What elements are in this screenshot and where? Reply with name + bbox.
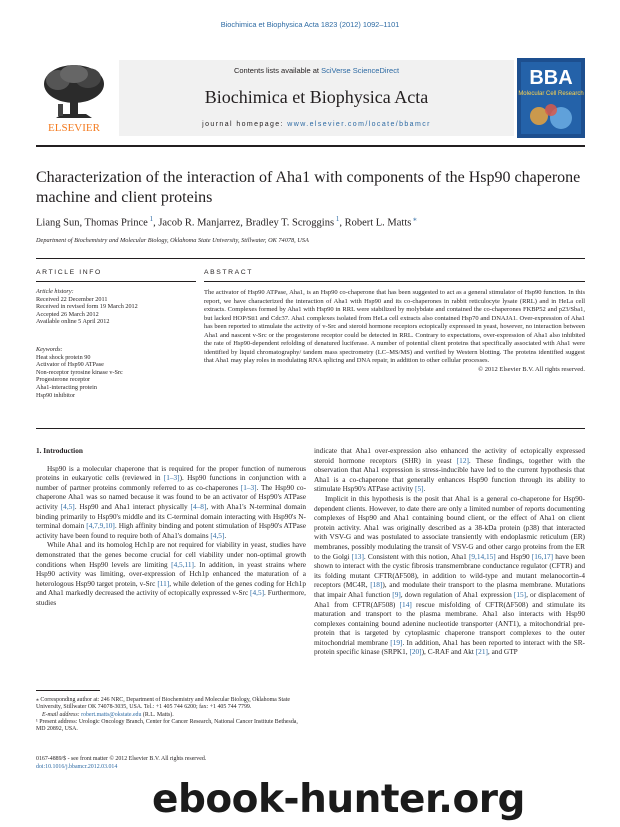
keywords-label: Keywords: (36, 346, 63, 353)
abstract-copyright: © 2012 Elsevier B.V. All rights reserved. (478, 365, 585, 373)
citation-link[interactable]: [19] (390, 637, 403, 647)
citation-link[interactable]: [18] (370, 580, 383, 590)
author-name[interactable]: Liang Sun (36, 217, 80, 229)
history-line: Accepted 26 March 2012 (36, 310, 99, 318)
keyword: Non-receptor tyrosine kinase v-Src (36, 368, 123, 376)
citation-link[interactable]: [14] (399, 599, 412, 609)
history-line: Available online 5 April 2012 (36, 318, 110, 326)
text-run: have been shown to interact with the cystic fibrosis transmembrane conductance regulator (CFTR) and its folding mutant CFTR(ΔF508), in addition to wild-type and mutant melanocortin-4 receptors (MC4R, (314, 551, 585, 590)
citation-link[interactable]: [21] (475, 647, 488, 657)
text-run: indicate that Aha1 over-expression also enhanced the activity of ectopically expressed steroid hormone receptors (SHR) in yeast (314, 446, 585, 465)
citation-link[interactable]: [11] (157, 578, 170, 588)
citation-link[interactable]: [1–3] (163, 473, 180, 483)
citation-link[interactable]: [4,5] (60, 501, 75, 511)
elsevier-wordmark: ELSEVIER (48, 122, 100, 134)
text-run: , and GTP (487, 647, 518, 657)
citation-link[interactable]: [5] (415, 484, 424, 494)
text-run: , while deletion of the genes coding for Hch1p and Aha1 markedly decreased the activity of ectopically expressed v-Src (36, 578, 306, 598)
front-matter (36, 756, 206, 771)
doi-link[interactable]: doi:10.1016/j.bbamcr.2012.03.014 (36, 763, 118, 770)
keyword: Aha1-interacting protein (36, 383, 97, 391)
author-footnote-mark[interactable]: 1 (147, 215, 154, 223)
author-list: Liang Sun, Thomas Prince $^1$, Jacob R. Manjarrez, Bradley T. Scroggins $^1$, Robert L. Matts ⁎ (36, 215, 417, 229)
watermark: ebook-hunter.org (152, 777, 525, 822)
article-info-heading: ARTICLE INFO (36, 269, 102, 276)
issn-line: 0167-4889/$ - see front matter © 2012 Elsevier B.V. All rights reserved. (36, 756, 207, 762)
text-run: . In addition, Aha1 has been reported to interact with the SR-protein specific kinase (SRPK1, (314, 637, 585, 657)
keyword: Heat shock protein 90 (36, 353, 91, 361)
corresponding-author-note: ⁎ Corresponding author at: 246 NRC, Department of Biochemistry and Molecular Biology, Oklahoma State University, Stillwater OK 74078-3035, USA. Tel.: +1 405 744 6200; fax: +1 405 744 7799. (36, 697, 291, 711)
text-run: ), and modulate their transport to the plasma membrane. Mutations that impair Aha1 function (314, 580, 585, 599)
paragraph (36, 464, 306, 541)
text-run: ), C-RAF and Akt (421, 647, 476, 657)
email-suffix: (R.L. Matts). (141, 711, 174, 718)
paragraph (36, 540, 306, 607)
email-note (36, 712, 306, 719)
abstract-text: The activator of Hsp90 ATPase, Aha1, is an Hsp90 co-chaperone that has been suggested to act as a general stimulator of Hsp90 function. In this report, we have characterized the interaction of Aha1 with Hsp90 and its co-chaperones in rabbit reticulocyte lysate (RRL) and in HeLa cell extracts. Complexes formed by Aha1 with Hsp90 in RRL were stabilized by molybdate and contained the co-chaperones FKBP52 and p23/Sba1, but lacked HOP/Sti1 and Cdc37. Aha1 complexes isolated from HeLa cell extracts also contained Hsp70 and DNAJA1. Over-expression of Aha1 has been reported to stimulate the activity of v-Src and steroid hormone receptors ectopically expressed in yeast, however, no interaction between Aha1 and nascent v-Src or the progesterone receptor could be detected in RRL. Contrary to expectations, over-expression of Aha1 also inhibited the rate of Hsp90-dependent refolding of denatured luciferase. A number of potential client proteins that specifically associated with Aha1 were identified by liquid chromatography/ tandem mass spectrometry (LC–MS/MS) and verified by Western blotting. The proteins identified suggest that Aha1 may play roles in modulating RNA splicing and DNA repair, in addition to other cellular processes. (204, 289, 585, 364)
journal-citation[interactable]: Biochimica et Biophysica Acta 1823 (2012) 1092–1101 (220, 20, 400, 29)
paragraph (314, 494, 585, 657)
text-run: While Aha1 and its homolog Hch1p are not required for viability in yeast, studies have demonstrated that the genes become crucial for cell viability under non-optimal growth conditions when Hsp90 levels are limiting (36, 540, 306, 569)
journal-masthead (36, 58, 585, 138)
text-run: . In addition, in yeast strains where Hsp90 activity was limiting, over-expression of Hch1p enhanced the maturation of a heterologous Hsp90 target protein, v-Src (36, 559, 306, 588)
citation-link[interactable]: [9,14,15] (468, 551, 496, 561)
body-left-column (36, 446, 306, 608)
text-run: Hsp90 is a molecular chaperone that is required for the proper function of numerous proteins in eukaryotic cells (reviewed in (36, 463, 306, 483)
keyword: Progesterone receptor (36, 376, 91, 384)
article-history (36, 288, 196, 326)
sciverse-link[interactable]: SciVerse ScienceDirect (321, 66, 400, 75)
text-run: . Furthermore, studies (36, 588, 306, 607)
abstract-rule (204, 281, 585, 282)
title-rule (36, 258, 585, 259)
text-run: , or displacement of Aha1 from CFTR(ΔF508) (314, 589, 585, 609)
abstract-heading: ABSTRACT (204, 269, 254, 276)
abstract-bottom-rule (36, 428, 585, 429)
citation-link[interactable]: [4,5,11] (171, 559, 194, 569)
homepage-prefix: journal homepage: (202, 121, 288, 128)
history-line: Received 22 December 2011 (36, 295, 108, 303)
journal-info-box (119, 60, 514, 136)
affiliation: Department of Biochemistry and Molecular Biology, Oklahoma State University, Stillwater, OK 74078, USA (36, 237, 309, 244)
citation-link[interactable]: [15] (513, 589, 527, 599)
abstract (204, 289, 585, 374)
contents-prefix: Contents lists available at (233, 66, 322, 75)
cover-bba-text: BBA (529, 67, 573, 89)
history-label: Article history: (36, 288, 74, 295)
text-run: , with Aha1's N-terminal domain binding primarily to Hsp90's middle and its C-terminal domain interacting with Hsp90's N-terminal domain (36, 501, 306, 531)
citation-link[interactable]: [12] (456, 455, 469, 465)
citation-link[interactable]: [1–3] (240, 482, 257, 492)
author-name[interactable]: Bradley T. Scroggins (245, 217, 335, 229)
text-run: . High affinity binding and potent stimulation of Hsp90's ATPase activity have been found to require both of Aha1's domains (36, 521, 306, 540)
body-right-column (314, 446, 585, 657)
author-name[interactable]: Jacob R. Manjarrez (158, 217, 241, 229)
author-footnote-mark[interactable]: 1 (334, 215, 340, 223)
present-address-note: ¹ Present address: Urologic Oncology Branch, Center for Cancer Research, National Cancer Institute Bethesda, MD 20892, USA. (36, 718, 298, 733)
author-footnote-mark[interactable]: ⁎ (411, 215, 417, 223)
citation-link[interactable]: [4,5] (250, 588, 265, 598)
text-run: rescue misfolding of CFTR(ΔF508) and stimulate its maturation and transport to the plasma membrane. Aha1 also interacts with Hsp90 complexes containing bound adenine nucleotide transporter (ANT1), a mitochondrial pre-protein that is targeted by cytoplasmic chaperone transport complexes to the outer mitochondrial membrane (314, 599, 585, 647)
cover-subtitle: Molecular Cell Research (518, 91, 584, 97)
text-run: . Hsp90 and Aha1 interact physically (74, 501, 191, 511)
article-title: Characterization of the interaction of Aha1 with components of the Hsp90 chaperone machine and client proteins (36, 169, 581, 206)
keyword: Hsp90 inhibitor (36, 391, 76, 399)
elsevier-tree-logo (36, 60, 112, 136)
keywords (36, 346, 196, 399)
homepage-link[interactable]: www.elsevier.com/locate/bbamcr (287, 121, 431, 128)
history-line: Received in revised form 19 March 2012 (36, 303, 138, 311)
citation-link[interactable]: [9] (392, 589, 401, 599)
journal-cover-image (517, 58, 585, 138)
text-run: Implicit in this hypothesis is the posit that Aha1 is a general co-chaperone for Hsp90-dependent clients. However, to date there are only a limited number of reports documenting complexes of Hsp90 and Aha1 containing bound client, or the effect of Aha1 on client protein activity. Aha1 was originally described as a 38-kDa protein (p38) that interacted with VSV-G and was postulated to associate transiently with endoplasmic reticulum (ER) membranes, possibly modulating the transit of VSV-G and other cargo proteins from the ER to the Golgi (314, 493, 585, 561)
journal-name: Biochimica et Biophysica Acta (204, 87, 429, 107)
email-link[interactable]: robert.matts@okstate.edu (81, 711, 142, 718)
email-label: E-mail address: (42, 711, 82, 718)
citation-link[interactable]: [13] (351, 551, 364, 561)
citation-link[interactable]: [4,5] (210, 530, 225, 540)
journal-homepage (119, 121, 514, 128)
text-run: . Consistent with this notion, Aha1 (363, 551, 469, 561)
citation-link[interactable]: [4,7,9,10] (86, 521, 115, 531)
text-run: . (224, 530, 227, 540)
text-run: . The Hsp90 co-chaperone Aha1 was so named because it was found to be an activator of Hsp90's ATPase activity (36, 482, 306, 511)
author-name[interactable]: Robert L. Matts (344, 217, 412, 229)
text-run: and Hsp90 (495, 551, 532, 561)
footnotes (36, 697, 306, 733)
paragraph (314, 446, 585, 494)
text-run: , down regulation of Aha1 expression (400, 589, 514, 599)
citation-link[interactable]: [4–8] (190, 501, 207, 511)
masthead-rule (36, 145, 585, 147)
keyword: Activator of Hsp90 ATPase (36, 361, 104, 369)
author-name[interactable]: Thomas Prince (84, 217, 148, 229)
citation-link[interactable]: [16,17] (531, 551, 554, 561)
citation-link[interactable]: [20] (409, 647, 422, 657)
article-info-rule (36, 281, 196, 282)
footnote-rule (36, 690, 100, 691)
text-run: ). Hsp90 functions in conjunction with a number of partner proteins commonly referred to as co-chaperones (36, 473, 306, 492)
text-run: . These findings, together with the observation that Aha1 expression is stress-inducible have led to the current hypothesis that Aha1 is a co-chaperone that generally enhances Hsp90 function through its ability to stimulate Hsp90's ATPase activity (314, 455, 585, 494)
contents-line (119, 66, 514, 75)
section-title: 1. Introduction (36, 446, 83, 455)
text-run: . (423, 484, 426, 494)
